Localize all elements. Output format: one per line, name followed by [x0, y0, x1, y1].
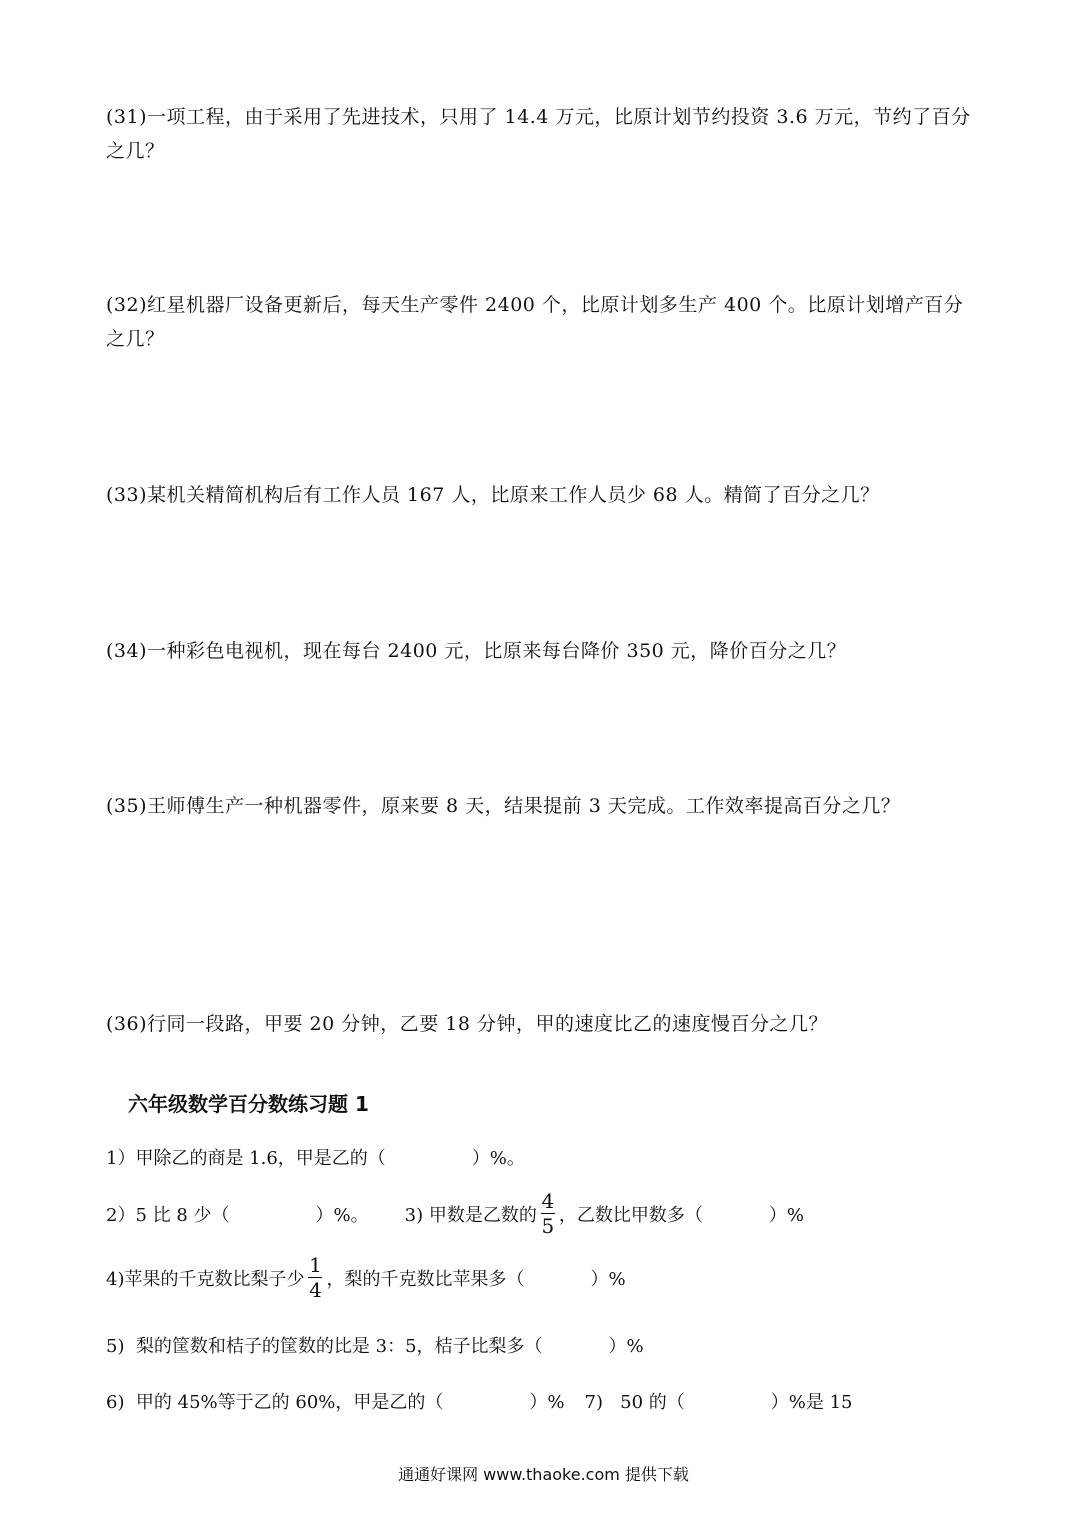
exercise-2-3-row — [106, 1190, 804, 1237]
footer-credit: 通通好课网 www.thaoke.com 提供下载 — [398, 1465, 689, 1484]
exercise-4-suffix: ）% — [590, 1268, 626, 1290]
fraction-one-quarter — [308, 1254, 322, 1301]
fraction-denominator: 4 — [309, 1278, 322, 1302]
exercise-5-suffix: ）% — [608, 1336, 644, 1357]
fraction-numerator: 4 — [541, 1189, 555, 1213]
exercise-6-suffix: ）% — [529, 1392, 565, 1413]
exercise-3-suffix: ）% — [768, 1204, 804, 1226]
exercise-3-text: 3) 甲数是乙数的 — [404, 1204, 537, 1226]
exercise-4-text: 4)苹果的千克数比梨子少 — [106, 1268, 305, 1290]
exercise-3-middle: ，乙数比甲数多（ — [558, 1204, 703, 1226]
exercise-1 — [106, 1144, 525, 1170]
exercise-1-suffix: ）%。 — [471, 1148, 525, 1169]
exercise-7-text: 7) 50 的（ — [584, 1392, 685, 1413]
question-31: (31)一项工程，由于采用了先进技术，只用了 14.4 万元，比原计划节约投资 3.6 万元，节约了百分之几？ — [106, 106, 971, 162]
exercise-4-middle: ，梨的千克数比苹果多（ — [326, 1268, 525, 1290]
question-34: (34)一种彩色电视机，现在每台 2400 元，比原来每台降价 350 元，降价百分之几？ — [106, 640, 847, 662]
exercise-5-text: 5) 梨的筐数和桔子的筐数的比是 3：5，桔子比梨多（ — [106, 1336, 543, 1357]
exercise-4 — [106, 1254, 626, 1301]
exercise-7-suffix: ）%是 15 — [770, 1392, 853, 1413]
exercise-6-text: 6) 甲的 45%等于乙的 60%，甲是乙的（ — [106, 1392, 444, 1413]
exercise-6-7-row — [106, 1388, 853, 1414]
section-title: 六年级数学百分数练习题 1 — [128, 1092, 369, 1116]
exercise-1-text: 1）甲除乙的商是 1.6，甲是乙的（ — [106, 1148, 386, 1169]
fraction-four-fifths — [541, 1190, 555, 1237]
exercise-5 — [106, 1332, 644, 1358]
question-36: (36)行同一段路，甲要 20 分钟，乙要 18 分钟，甲的速度比乙的速度慢百分之几？ — [106, 1013, 829, 1035]
fraction-denominator: 5 — [541, 1214, 555, 1238]
question-33: (33)某机关精简机构后有工作人员 167 人，比原来工作人员少 68 人。精简了百分之几？ — [106, 484, 880, 506]
fraction-numerator: 1 — [309, 1253, 322, 1277]
exercise-2-text: 2）5 比 8 少（ — [106, 1204, 230, 1226]
exercise-2-suffix: ）%。 — [315, 1204, 369, 1226]
question-32: (32)红星机器厂设备更新后，每天生产零件 2400 个，比原计划多生产 400 个。比原计划增产百分之几？ — [106, 294, 964, 350]
question-35: (35)王师傅生产一种机器零件，原来要 8 天，结果提前 3 天完成。工作效率提高百分之几？ — [106, 795, 901, 817]
